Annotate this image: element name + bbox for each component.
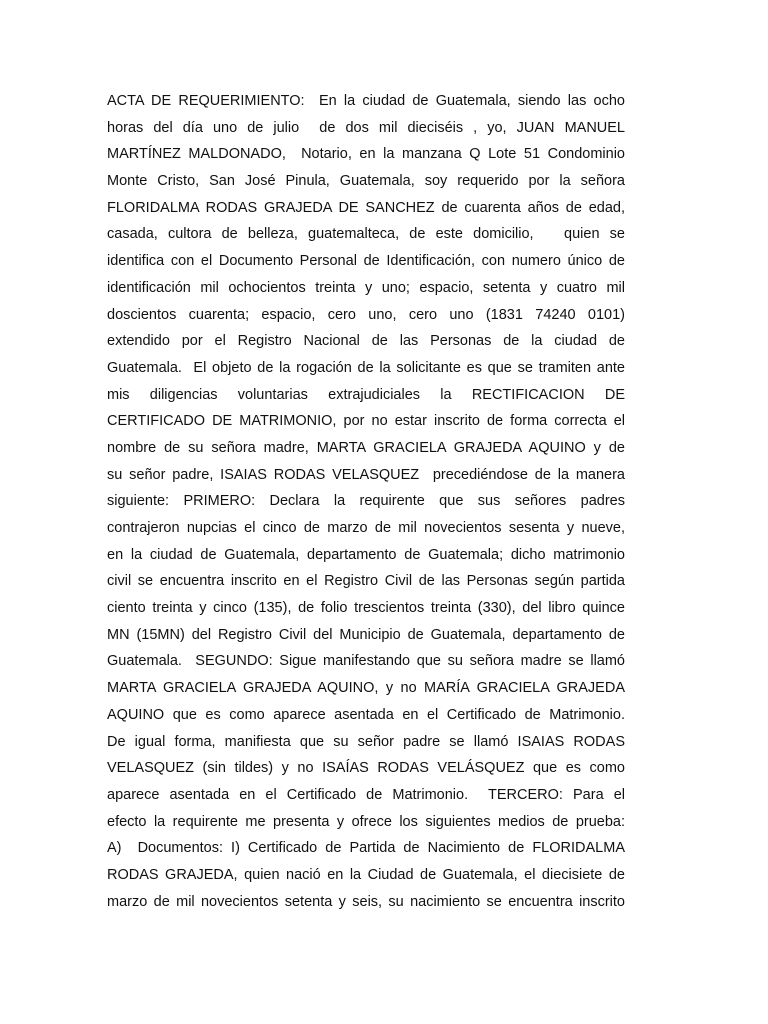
document-line: RODAS GRAJEDA, quien nació en la Ciudad de Guatemala, el diecisiete de xyxy=(107,866,625,883)
document-line: en la ciudad de Guatemala, departamento de Guatemala; dicho matrimonio xyxy=(107,546,625,563)
document-line: su señor padre, ISAIAS RODAS VELASQUEZ precediéndose de la manera xyxy=(107,466,625,483)
document-line: MARTÍNEZ MALDONADO, Notario, en la manzana Q Lote 51 Condominio xyxy=(107,146,625,163)
document-line: De igual forma, manifiesta que su señor padre se llamó ISAIAS RODAS xyxy=(107,733,625,750)
document-line: ciento treinta y cinco (135), de folio trescientos treinta (330), del libro quince xyxy=(107,600,625,617)
document-line: VELASQUEZ (sin tildes) y no ISAÍAS RODAS VELÁSQUEZ que es como xyxy=(107,760,625,777)
document-line: aparece asentada en el Certificado de Matrimonio. TERCERO: Para el xyxy=(107,786,625,803)
document-line: ACTA DE REQUERIMIENTO: En la ciudad de Guatemala, siendo las ocho xyxy=(107,93,625,109)
document-line: identificación mil ochocientos treinta y uno; espacio, setenta y cuatro mil xyxy=(107,279,625,296)
document-line: Guatemala. El objeto de la rogación de la solicitante es que se tramiten ante xyxy=(107,359,625,376)
document-line: MARTA GRACIELA GRAJEDA AQUINO, y no MARÍA GRACIELA GRAJEDA xyxy=(107,680,625,697)
document-line: siguiente: PRIMERO: Declara la requirente que sus señores padres xyxy=(107,493,625,510)
document-line: doscientos cuarenta; espacio, cero uno, cero uno (1831 74240 0101) xyxy=(107,306,625,323)
document-line: A) Documentos: I) Certificado de Partida de Nacimiento de FLORIDALMA xyxy=(107,840,625,857)
document-line: Monte Cristo, San José Pinula, Guatemala, soy requerido por la señora xyxy=(107,173,625,190)
document-line: marzo de mil novecientos setenta y seis, su nacimiento se encuentra inscrito xyxy=(107,893,625,910)
document-line: mis diligencias voluntarias extrajudiciales la RECTIFICACION DE xyxy=(107,386,625,403)
document-line: nombre de su señora madre, MARTA GRACIELA GRAJEDA AQUINO y de xyxy=(107,439,625,456)
document-line: Guatemala. SEGUNDO: Sigue manifestando que su señora madre se llamó xyxy=(107,653,625,670)
document-line: horas del día uno de julio de dos mil dieciséis , yo, JUAN MANUEL xyxy=(107,119,625,136)
document-line: MN (15MN) del Registro Civil del Municipio de Guatemala, departamento de xyxy=(107,626,625,643)
document-line: civil se encuentra inscrito en el Registro Civil de las Personas según partida xyxy=(107,573,625,590)
document-line: FLORIDALMA RODAS GRAJEDA DE SANCHEZ de cuarenta años de edad, xyxy=(107,199,625,216)
document-line: CERTIFICADO DE MATRIMONIO, por no estar inscrito de forma correcta el xyxy=(107,413,625,430)
document-line: AQUINO que es como aparece asentada en el Certificado de Matrimonio. xyxy=(107,706,625,723)
document-line: casada, cultora de belleza, guatemalteca, de este domicilio, quien se xyxy=(107,226,625,243)
document-line: contrajeron nupcias el cinco de marzo de mil novecientos sesenta y nueve, xyxy=(107,520,625,536)
document-line: identifica con el Documento Personal de Identificación, con numero único de xyxy=(107,253,625,270)
document-line: efecto la requirente me presenta y ofrece los siguientes medios de prueba: xyxy=(107,813,625,830)
document-page xyxy=(107,88,625,915)
document-body xyxy=(107,88,625,915)
document-line: extendido por el Registro Nacional de las Personas de la ciudad de xyxy=(107,333,625,350)
